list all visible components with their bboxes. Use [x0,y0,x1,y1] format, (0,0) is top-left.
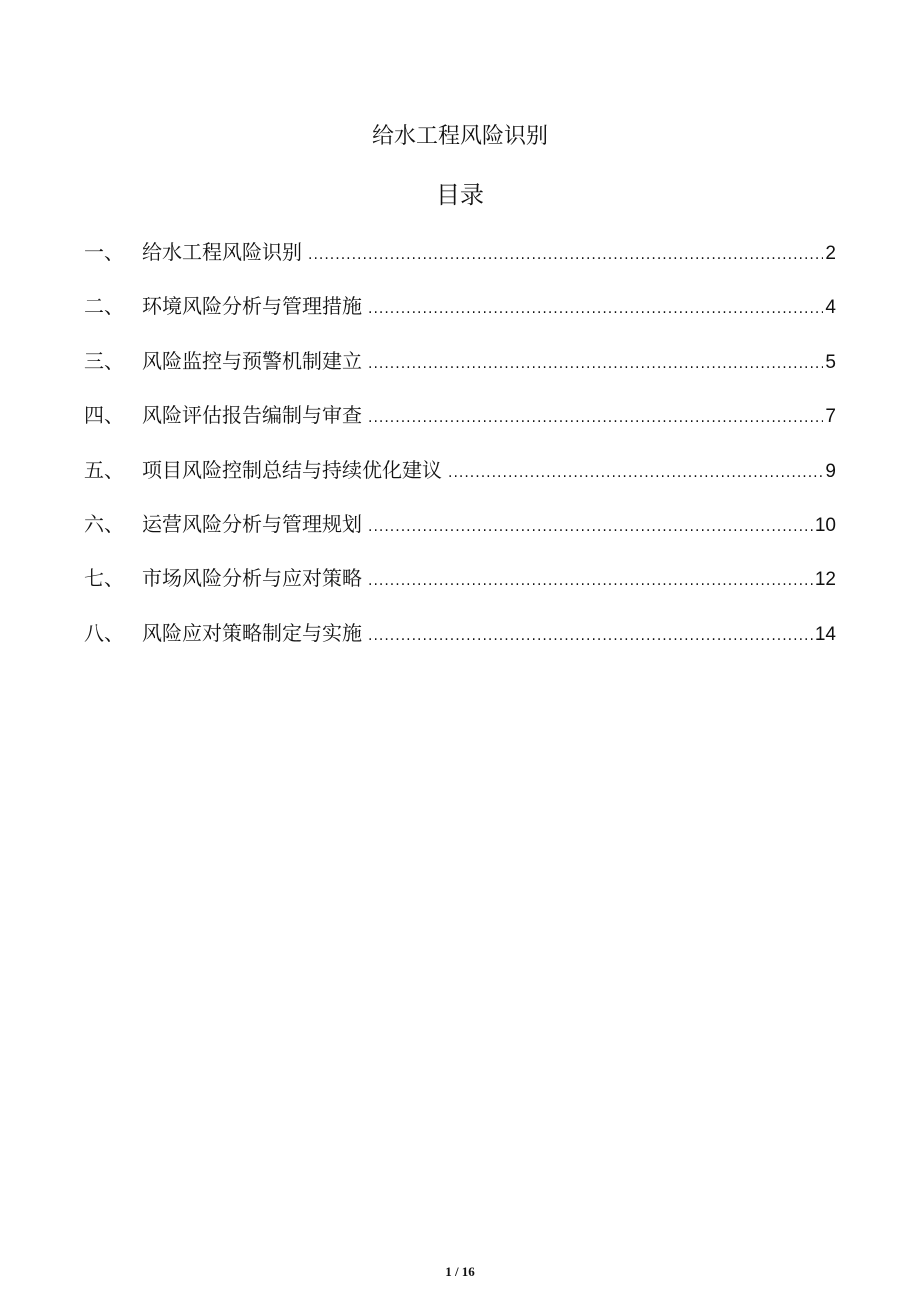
toc-dot-leader [368,619,813,653]
toc-dot-leader [368,401,823,435]
toc-entry-title: 市场风险分析与应对策略 [142,566,362,591]
toc-entry-1[interactable] [84,235,836,289]
toc-entry-6[interactable] [84,507,836,561]
toc-entry-4[interactable] [84,398,836,452]
toc-dot-leader [368,564,813,598]
toc-entry-number: 六、 [84,511,124,536]
document-title: 给水工程风险识别 [371,124,548,149]
toc-entry-number: 三、 [84,348,124,373]
toc-entry-number: 二、 [84,294,124,319]
toc-entry-title: 风险评估报告编制与审查 [142,403,362,428]
toc-entry-title: 运营风险分析与管理规划 [142,511,362,536]
toc-dot-leader [368,292,823,326]
toc-entry-5[interactable] [84,453,836,507]
toc-entry-title: 环境风险分析与管理措施 [142,294,362,319]
toc-entry-page: 4 [825,297,836,319]
toc-entry-number: 八、 [84,620,124,645]
toc-entry-title: 风险监控与预警机制建立 [142,348,362,373]
toc-entry-page: 10 [814,514,836,536]
toc-entry-number: 七、 [84,566,124,591]
toc-dot-leader [448,456,823,490]
toc-entry-number: 五、 [84,457,124,482]
toc-entry-number: 一、 [84,240,124,264]
toc-entry-page: 2 [825,243,836,264]
toc-dot-leader [368,347,823,381]
toc-entry-page: 7 [825,406,836,428]
toc-entry-title: 风险应对策略制定与实施 [142,620,362,645]
toc-entry-8[interactable] [84,616,836,670]
toc-dot-leader [368,510,813,544]
toc-entry-page: 5 [825,351,836,373]
toc-entry-2[interactable] [84,289,836,343]
toc-dot-leader [308,238,823,272]
toc-entry-page: 14 [814,623,836,645]
toc-entry-3[interactable] [84,344,836,398]
toc-entry-7[interactable] [84,561,836,615]
toc-entry-page: 12 [814,569,836,591]
page-number-footer: 1 / 16 [445,1264,475,1279]
table-of-contents [84,235,836,670]
toc-entry-page: 9 [825,460,836,482]
toc-entry-title: 项目风险控制总结与持续优化建议 [142,457,442,482]
toc-entry-number: 四、 [84,403,124,428]
toc-heading: 目录 [436,181,484,209]
toc-entry-title: 给水工程风险识别 [142,240,302,264]
